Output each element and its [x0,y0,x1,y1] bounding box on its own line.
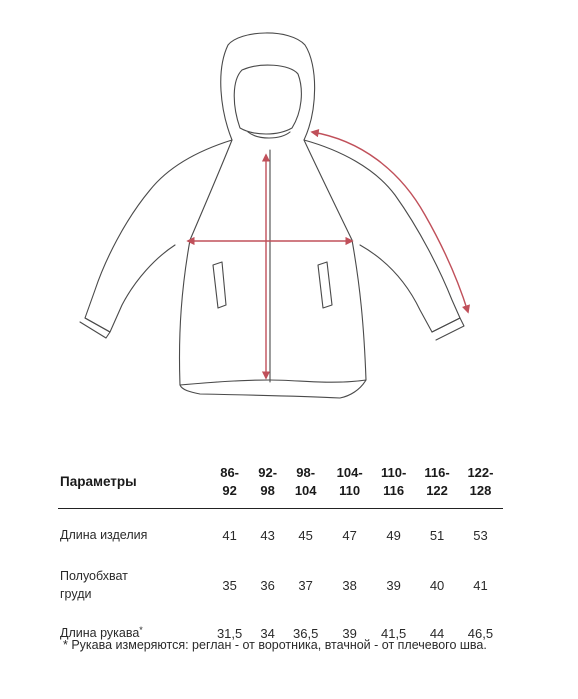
size-header-92-98: 92- 98 [252,458,283,509]
size-header-110-116: 110- 116 [371,458,416,509]
size-header-98-104: 98- 104 [283,458,328,509]
left-sleeve [85,140,232,332]
table-cell: 39 [342,625,357,641]
table-cell: 40 [429,577,445,593]
hem [180,380,366,398]
hood-inner [234,65,301,134]
param-header: Параметры [58,458,207,509]
table-cell: 46,5 [467,625,494,641]
pocket-left [213,262,226,308]
size-table [58,458,503,657]
table-cell: 49 [386,527,401,543]
size-header-row [58,458,503,509]
row-label-sleeve: Длина рукава* [60,625,143,640]
table-cell: 43 [260,527,275,543]
table-cell: 36 [260,577,275,593]
table-cell: 41,5 [380,625,407,641]
table-cell: 35 [222,577,237,593]
table-cell: 31,5 [216,625,243,641]
table-cell: 53 [473,527,488,543]
size-header-122-128: 122- 128 [458,458,503,509]
jacket-outline [80,33,464,398]
size-header-104-110: 104- 110 [328,458,371,509]
table-row [58,561,503,609]
table-cell: 51 [429,527,445,543]
size-header-86-92: 86- 92 [207,458,252,509]
table-cell: 45 [298,527,313,543]
table-cell: 38 [342,577,357,593]
table-row [58,509,503,562]
table-cell: 47 [342,527,357,543]
table-cell: 44 [429,625,445,641]
table-cell: 36,5 [293,625,319,641]
sleeve-arrow [312,132,468,312]
body-left [179,240,190,385]
table-cell: 37 [298,577,313,593]
row-label-chest: Полуобхват груди [60,569,128,601]
pocket-right [318,262,332,308]
table-cell: 41 [473,577,488,593]
table-cell: 39 [386,577,401,593]
size-header-116-122: 116- 122 [416,458,458,509]
row-label-length: Длина изделия [60,528,148,542]
body-right [352,240,366,380]
table-cell: 41 [222,527,237,543]
table-cell: 34 [260,625,275,641]
measurement-lines [188,132,468,378]
footnote: * Рукава измеряются: реглан - от воротника, втачной - от плечевого шва. [63,638,487,652]
